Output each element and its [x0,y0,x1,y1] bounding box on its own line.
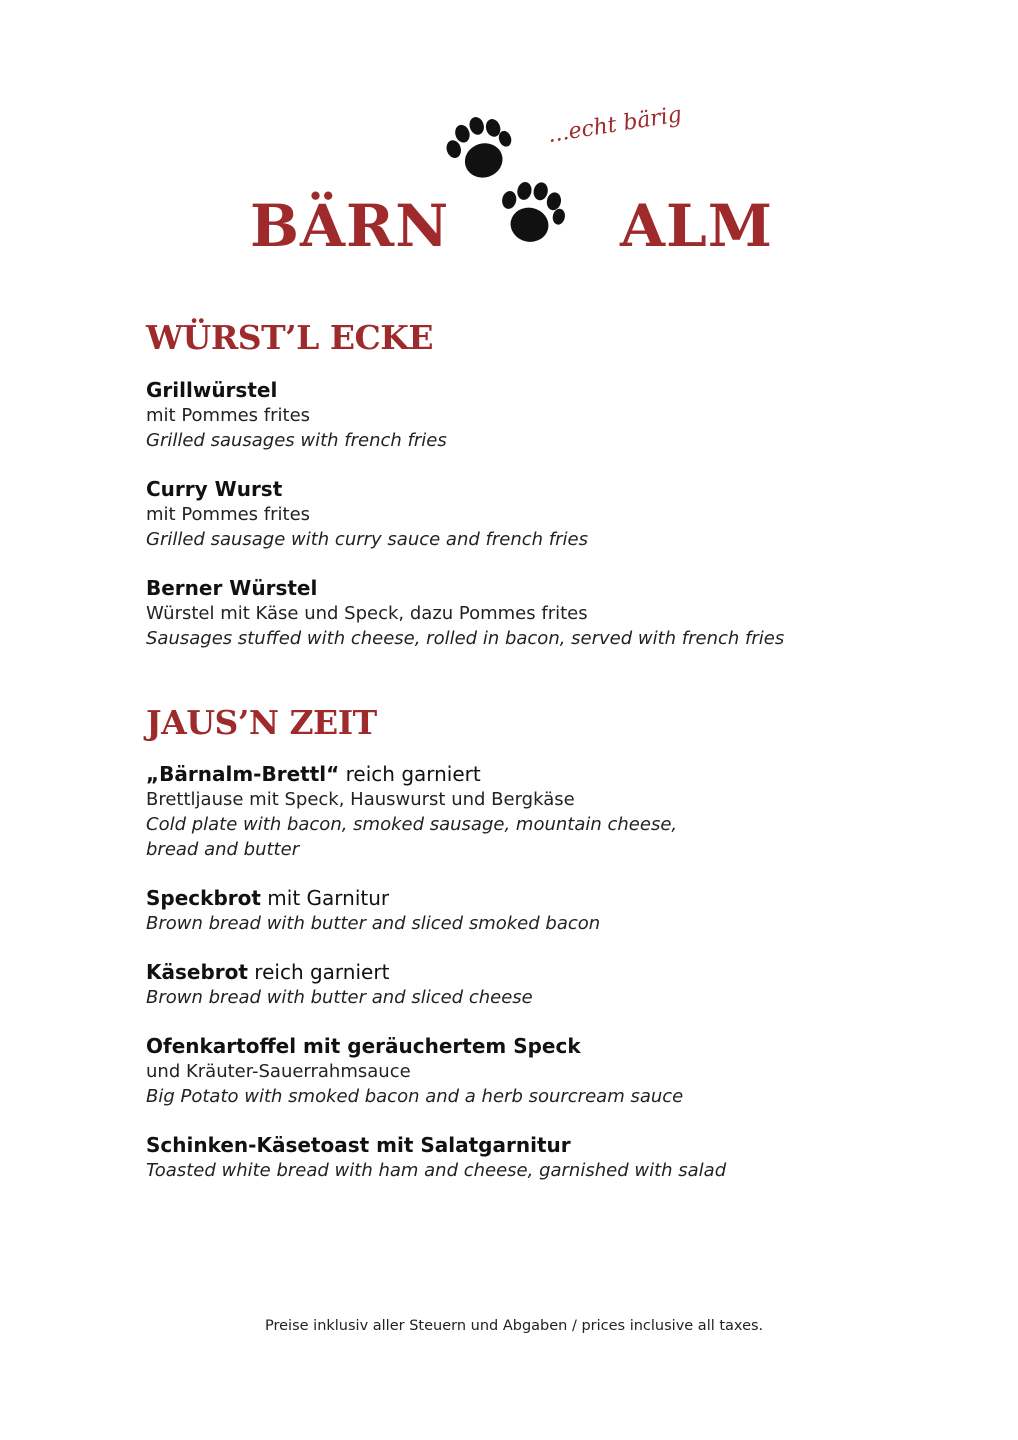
item-heading [146,886,906,911]
item-name-suffix: mit Garnitur [260,886,390,911]
menu-item [146,762,906,862]
item-heading [146,1034,906,1059]
item-name: Speckbrot [146,886,261,911]
item-description-de: Würstel mit Käse und Speck, dazu Pommes frites [146,602,588,624]
menu-item [146,378,906,453]
item-name-suffix: reich garniert [339,762,481,787]
item-description-en: Cold plate with bacon, smoked sausage, mountain cheese, [146,814,678,836]
logo-word-baern: BÄRN [250,192,450,260]
item-description-en: Sausages stuffed with cheese, rolled in bacon, served with french fries [146,627,785,649]
section-wurstl-ecke [146,318,906,651]
item-name: Grillwürstel [146,377,278,402]
menu-item [146,1133,906,1183]
item-description-en-continued: bread and butter [146,839,300,861]
section-title: WÜRST’L ECKE [146,318,434,357]
item-description-en: Toasted white bread with ham and cheese, garnished with salad [146,1160,727,1182]
item-description-en: Big Potato with smoked bacon and a herb sourcream sauce [146,1086,684,1108]
section-title: JAUS’N ZEIT [146,702,377,742]
item-name: Berner Würstel [146,575,318,600]
item-name-suffix: reich garniert [247,960,390,985]
item-description-de: Brettljause mit Speck, Hauswurst und Bergkäse [146,789,575,811]
item-name: Ofenkartoffel mit geräuchertem Speck [146,1034,581,1059]
item-heading [146,762,906,787]
item-heading [146,1133,906,1158]
section-jausn-zeit [146,703,906,1184]
item-name: Curry Wurst [146,476,283,501]
logo-tagline: ...echt bärig [546,102,684,148]
menu-item [146,1034,906,1109]
bear-paw-icon [492,175,572,251]
price-notice: Preise inklusiv aller Steuern und Abgaben / prices inclusive all taxes. [265,1318,764,1334]
menu-item [146,477,906,552]
item-heading [146,576,906,601]
menu-content [146,318,906,1207]
item-description-de: mit Pommes frites [146,404,311,426]
item-name: „Bärnalm-Brettl“ [146,762,340,787]
logo [250,102,773,265]
item-heading [146,477,906,502]
item-name: Käsebrot [146,960,248,985]
item-heading [146,378,906,403]
item-description-de: mit Pommes frites [146,503,311,525]
item-heading [146,960,906,985]
item-description-en: Grilled sausages with french fries [146,429,447,451]
menu-item [146,886,906,936]
item-description-en: Brown bread with butter and sliced cheese [146,987,533,1009]
item-description-en: Brown bread with butter and sliced smoked bacon [146,913,601,935]
menu-item [146,576,906,651]
item-name: Schinken-Käsetoast mit Salatgarnitur [146,1133,571,1158]
item-description-en: Grilled sausage with curry sauce and french fries [146,528,588,550]
menu-item [146,960,906,1010]
item-description-de: und Kräuter-Sauerrahmsauce [146,1061,411,1083]
logo-word-alm: ALM [620,192,773,260]
